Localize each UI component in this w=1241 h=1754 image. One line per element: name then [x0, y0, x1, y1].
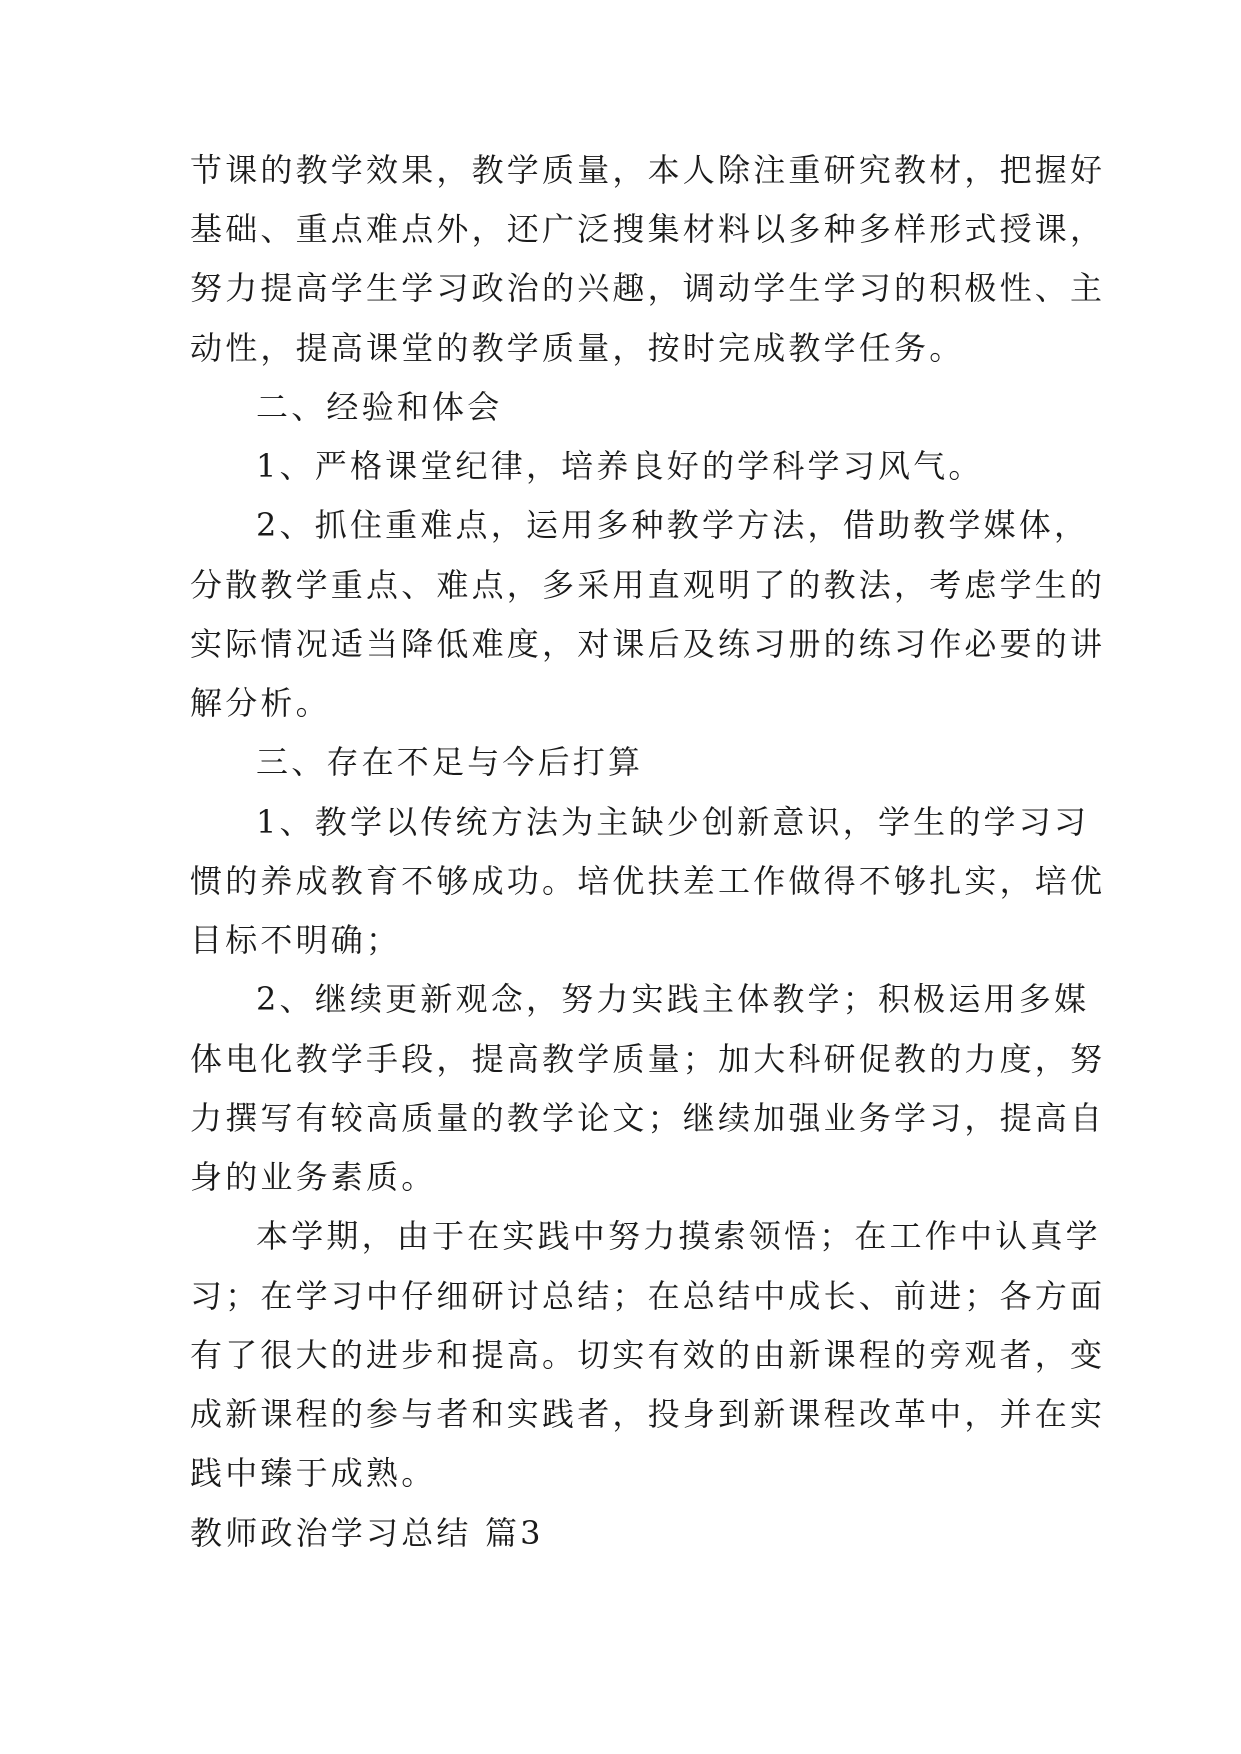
text-line: 实际情况适当降低难度，对课后及练习册的练习作必要的讲	[190, 625, 1106, 663]
list-item: 1、教学以传统方法为主缺少创新意识，学生的学习习	[256, 803, 1090, 841]
list-item: 1、严格课堂纪律，培养良好的学科学习风气。	[256, 447, 984, 485]
text-line: 身的业务素质。	[190, 1158, 437, 1196]
text-line: 目标不明确；	[190, 921, 402, 959]
article-title: 教师政治学习总结 篇3	[190, 1514, 544, 1552]
text-line: 节课的教学效果，教学质量，本人除注重研究教材，把握好	[190, 151, 1106, 189]
section-heading: 二、经验和体会	[256, 388, 503, 426]
text-line: 分散教学重点、难点，多采用直观明了的教法，考虑学生的	[190, 566, 1106, 604]
text-line: 解分析。	[190, 684, 331, 722]
text-line: 努力提高学生学习政治的兴趣，调动学生学习的积极性、主	[190, 269, 1106, 307]
section-heading: 三、存在不足与今后打算	[256, 743, 644, 781]
text-line: 基础、重点难点外，还广泛搜集材料以多种多样形式授课，	[190, 210, 1106, 248]
list-item: 2、继续更新观念，努力实践主体教学；积极运用多媒	[256, 980, 1090, 1018]
text-line: 成新课程的参与者和实践者，投身到新课程改革中，并在实	[190, 1395, 1106, 1433]
text-line: 惯的养成教育不够成功。培优扶差工作做得不够扎实，培优	[190, 862, 1106, 900]
text-line: 有了很大的进步和提高。切实有效的由新课程的旁观者，变	[190, 1336, 1106, 1374]
text-line: 习；在学习中仔细研讨总结；在总结中成长、前进；各方面	[190, 1277, 1106, 1315]
paragraph-start: 本学期，由于在实践中努力摸索领悟；在工作中认真学	[256, 1217, 1101, 1255]
list-item: 2、抓住重难点，运用多种教学方法，借助教学媒体，	[256, 506, 1090, 544]
text-line: 动性，提高课堂的教学质量，按时完成教学任务。	[190, 329, 965, 367]
text-line: 践中臻于成熟。	[190, 1454, 437, 1492]
text-line: 力撰写有较高质量的教学论文；继续加强业务学习，提高自	[190, 1099, 1106, 1137]
text-line: 体电化教学手段，提高教学质量；加大科研促教的力度，努	[190, 1040, 1106, 1078]
